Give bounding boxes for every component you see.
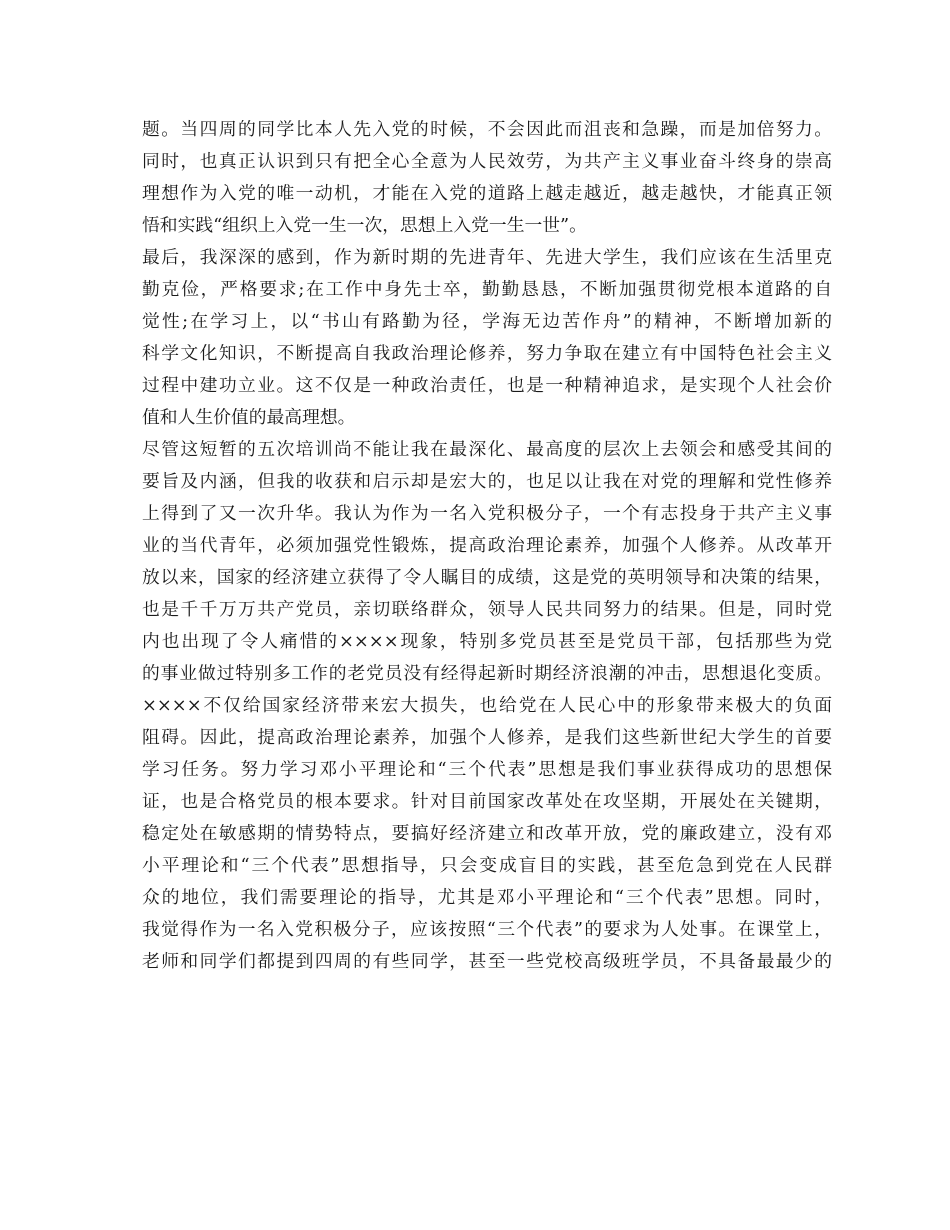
body-text [142,114,832,978]
paragraph [142,434,832,978]
text-line: 众的地位，我们需要理论的指导，尤其是邓小平理论和“三个代表”思想。同时， [142,887,832,908]
text-line: 我觉得作为一名入党积极分子，应该按照“三个代表”的要求为人处事。在课堂上， [142,919,832,940]
text-line: 学习任务。努力学习邓小平理论和“三个代表”思想是我们事业获得成功的思想保 [142,759,832,780]
text-line: 最后，我深深的感到，作为新时期的先进青年、先进大学生，我们应该在生活里克 [142,247,832,268]
text-line: 要旨及内涵，但我的收获和启示却是宏大的，也足以让我在对党的理解和党性修养 [142,471,832,492]
text-line: 题。当四周的同学比本人先入党的时候，不会因此而沮丧和急躁，而是加倍努力。 [142,119,832,140]
paragraph [142,242,832,434]
text-line: ××××不仅给国家经济带来宏大损失，也给党在人民心中的形象带来极大的负面 [142,695,832,716]
text-line: 过程中建功立业。这不仅是一种政治责任，也是一种精神追求，是实现个人社会价 [142,375,832,396]
text-line: 上得到了又一次升华。我认为作为一名入党积极分子，一个有志投身于共产主义事 [142,503,832,524]
text-line: 悟和实践“组织上入党一生一次，思想上入党一生一世”。 [142,215,587,236]
paragraph [142,114,832,242]
text-line: 科学文化知识，不断提高自我政治理论修养，努力争取在建立有中国特色社会主义 [142,343,832,364]
text-line: 放以来，国家的经济建立获得了令人瞩目的成绩，这是党的英明领导和决策的结果， [142,567,832,588]
text-line: 阻碍。因此，提高政治理论素养，加强个人修养，是我们这些新世纪大学生的首要 [142,727,832,748]
text-line: 理想作为入党的唯一动机，才能在入党的道路上越走越近，越走越快，才能真正领 [142,183,832,204]
text-line: 尽管这短暂的五次培训尚不能让我在最深化、最高度的层次上去领会和感受其间的 [142,439,832,460]
text-line: 同时，也真正认识到只有把全心全意为人民效劳，为共产主义事业奋斗终身的崇高 [142,151,832,172]
text-line: 业的当代青年，必须加强党性锻炼，提高政治理论素养，加强个人修养。从改革开 [142,535,832,556]
text-line: 老师和同学们都提到四周的有些同学，甚至一些党校高级班学员，不具备最最少的 [142,951,832,972]
text-line: 觉性;在学习上，以“书山有路勤为径，学海无边苦作舟”的精神，不断增加新的 [142,311,832,332]
text-line: 的事业做过特别多工作的老党员没有经得起新时期经济浪潮的冲击，思想退化变质。 [142,663,832,684]
text-line: 小平理论和“三个代表”思想指导，只会变成盲目的实践，甚至危急到党在人民群 [142,855,832,876]
text-line: 勤克俭，严格要求;在工作中身先士卒，勤勤恳恳，不断加强贯彻党根本道路的自 [142,279,832,300]
text-line: 值和人生价值的最高理想。 [142,407,356,428]
text-line: 稳定处在敏感期的情势特点，要搞好经济建立和改革开放，党的廉政建立，没有邓 [142,823,832,844]
text-line: 内也出现了令人痛惜的××××现象，特别多党员甚至是党员干部，包括那些为党 [142,631,832,652]
text-line: 证，也是合格党员的根本要求。针对目前国家改革处在攻坚期，开展处在关键期， [142,791,832,812]
text-line: 也是千千万万共产党员，亲切联络群众，领导人民共同努力的结果。但是，同时党 [142,599,832,620]
